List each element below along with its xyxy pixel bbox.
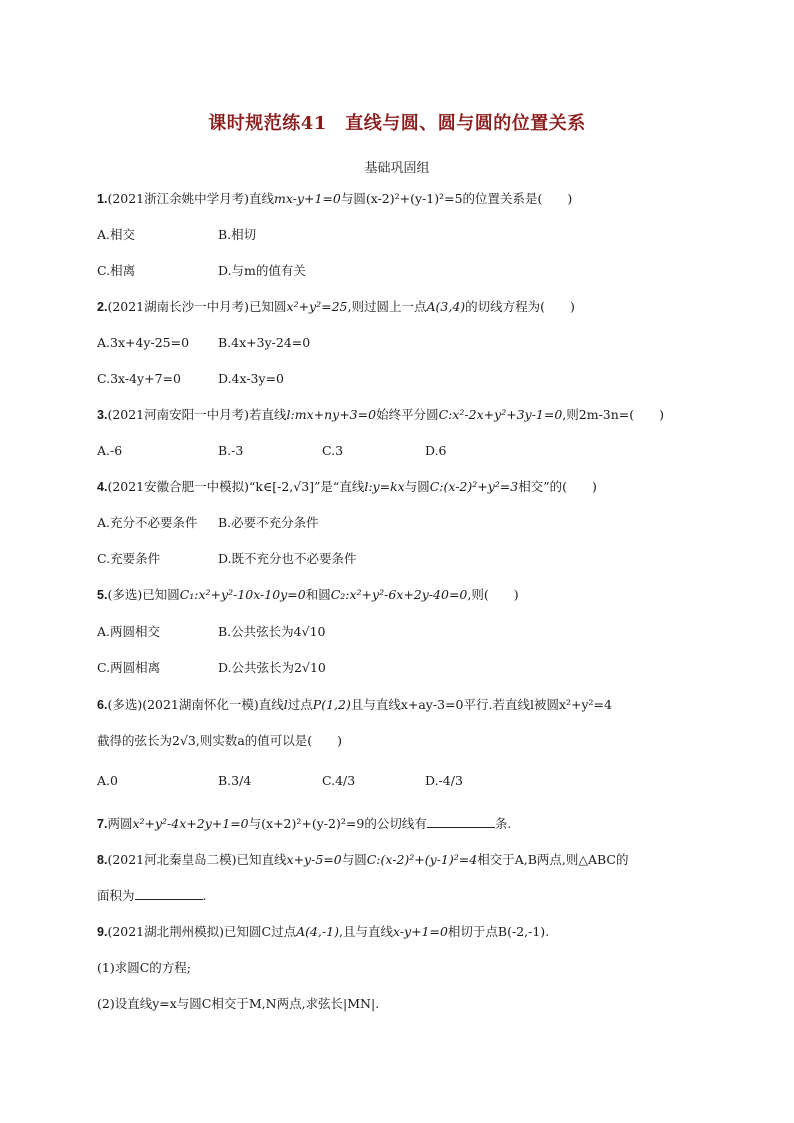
option-b: B.必要不充分条件 — [218, 515, 319, 530]
option-d: D.4x-3y=0 — [218, 371, 284, 386]
question-6-stem-line2: 截得的弦长为2√3,则实数a的值可以是( ) — [97, 733, 343, 748]
question-9-part-1: (1)求圆C的方程; — [97, 960, 191, 975]
option-d: D.既不充分也不必要条件 — [218, 551, 357, 566]
page-title: 课时规范练41 直线与圆、圆与圆的位置关系 — [208, 113, 586, 134]
option-b: B.相切 — [218, 227, 257, 242]
question-4-stem: 4.(2021安徽合肥一中模拟)“k∈[-2,√3]”是“直线l:y=kx与圆C:(x-2)²+y²=3相交”的( ) — [97, 479, 597, 494]
question-number: 5. — [97, 588, 108, 602]
option-c: C.相离 — [97, 263, 136, 278]
section-heading: 基础巩固组 — [364, 161, 430, 176]
question-8-stem: 8.(2021河北秦皇岛二模)已知直线x+y-5=0与圆C:(x-2)²+(y-1)²=4相交于A,B两点,则△ABC的 — [97, 852, 629, 867]
option-a: A.相交 — [97, 227, 136, 242]
answer-blank[interactable] — [135, 887, 203, 900]
question-9-stem: 9.(2021湖北荆州模拟)已知圆C过点A(4,-1),且与直线x-y+1=0相切于点B(-2,-1). — [97, 924, 550, 939]
option-a: A.3x+4y-25=0 — [97, 335, 190, 350]
option-c: C.3 — [322, 443, 344, 458]
question-number: 2. — [97, 300, 108, 314]
option-c: C.充要条件 — [97, 551, 161, 566]
question-1-stem: 1.(2021浙江余姚中学月考)直线mx-y+1=0与圆(x-2)²+(y-1)²=5的位置关系是( ) — [97, 191, 573, 206]
question-number: 8. — [97, 853, 108, 867]
question-number: 6. — [97, 698, 108, 712]
question-number: 1. — [97, 192, 108, 206]
option-d: D.-4/3 — [425, 773, 463, 788]
question-3-stem: 3.(2021河南安阳一中月考)若直线l:mx+ny+3=0始终平分圆C:x²-2x+y²+3y-1=0,则2m-3n=( ) — [97, 407, 665, 422]
option-d: D.与m的值有关 — [218, 263, 306, 278]
question-5-stem: 5.(多选)已知圆C₁:x²+y²-10x-10y=0和圆C₂:x²+y²-6x+2y-40=0,则( ) — [97, 587, 519, 602]
answer-blank[interactable] — [427, 815, 495, 828]
option-d: D.6 — [425, 443, 447, 458]
question-number: 4. — [97, 480, 108, 494]
question-number: 3. — [97, 408, 108, 422]
option-a: A.两圆相交 — [97, 624, 161, 639]
option-b: B.-3 — [218, 443, 244, 458]
option-b: B.3/4 — [218, 773, 252, 788]
option-c: C.4/3 — [322, 773, 356, 788]
option-b: B.公共弦长为4√10 — [218, 624, 326, 639]
option-a: A.-6 — [97, 443, 123, 458]
question-7-stem: 7.两圆x²+y²-4x+2y+1=0与(x+2)²+(y-2)²=9的公切线有 条. — [97, 816, 512, 831]
option-d: D.公共弦长为2√10 — [218, 660, 326, 675]
option-c: C.两圆相离 — [97, 660, 161, 675]
question-9-part-2: (2)设直线y=x与圆C相交于M,N两点,求弦长|MN|. — [97, 996, 380, 1011]
question-number: 7. — [97, 817, 108, 831]
question-6-stem: 6.(多选)(2021湖南怀化一模)直线l过点P(1,2)且与直线x+ay-3=0平行.若直线l被圆x²+y²=4 — [97, 697, 612, 712]
option-b: B.4x+3y-24=0 — [218, 335, 311, 350]
option-a: A.充分不必要条件 — [97, 515, 198, 530]
question-number: 9. — [97, 925, 108, 939]
question-2-stem: 2.(2021湖南长沙一中月考)已知圆x²+y²=25,则过圆上一点A(3,4)的切线方程为( ) — [97, 299, 575, 314]
option-c: C.3x-4y+7=0 — [97, 371, 181, 386]
option-a: A.0 — [97, 773, 118, 788]
question-8-stem-line2: 面积为 . — [97, 888, 207, 903]
